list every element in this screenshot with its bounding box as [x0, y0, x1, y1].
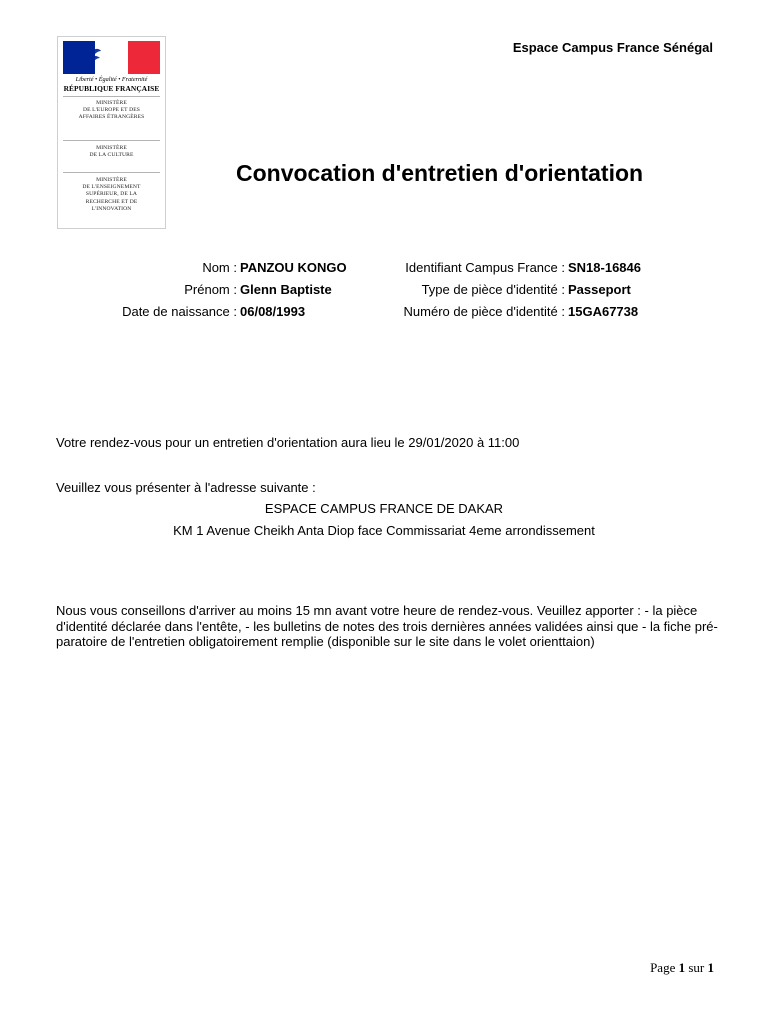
page-word: Page: [650, 960, 676, 975]
page-current: 1: [678, 960, 686, 975]
devise-text: Liberté • Égalité • Fraternité: [75, 76, 148, 83]
ministere-culture: [58, 145, 165, 159]
adresse-intro: Veuillez vous présenter à l'adresse suivante :: [56, 480, 316, 495]
ministere-line: L'INNOVATION: [91, 205, 132, 212]
logo-divider: [63, 172, 160, 173]
numero-piece-value: 15GA67738: [568, 304, 639, 319]
ministere-line: MINISTÈRE: [96, 177, 127, 183]
conseil-line: Nous vous conseillons d'arriver au moins 15 mn avant votre heure de rendez-vous. Veuillez apporter : - la pièce: [56, 603, 698, 618]
ministere-line: SUPÉRIEUR, DE LA: [85, 191, 138, 198]
conseil-line: paratoire de l'entretien obligatoirement remplie (disponible sur le site dans le volet orienttaion): [56, 634, 595, 649]
type-piece-label: Type de pièce d'identité :: [421, 282, 565, 297]
ministere-line: DE LA CULTURE: [89, 152, 134, 159]
logo-divider: [63, 96, 160, 97]
adresse-ligne: KM 1 Avenue Cheikh Anta Diop face Commissariat 4eme arrondissement: [173, 523, 595, 538]
page-number: [650, 960, 714, 976]
ministere-line: MINISTÈRE: [96, 100, 127, 106]
naissance-label: Date de naissance :: [122, 304, 237, 319]
identifiant-value: SN18-16846: [568, 260, 641, 275]
identifiant-label: Identifiant Campus France :: [405, 260, 565, 275]
organisation-name: Espace Campus France Sénégal: [512, 40, 713, 55]
prenom-value: Glenn Baptiste: [240, 282, 332, 297]
conseil-line: d'identité déclarée dans l'entête, - les bulletins de notes des trois dernières années validées ainsi que - la fiche pré-: [56, 618, 718, 634]
adresse-nom: ESPACE CAMPUS FRANCE DE DAKAR: [264, 501, 504, 516]
nom-value: PANZOU KONGO: [240, 260, 347, 275]
ministere-line: MINISTÈRE: [96, 145, 127, 151]
republique-francaise-logo: [57, 36, 166, 229]
logo-divider: [63, 140, 160, 141]
rendez-vous-text: Votre rendez-vous pour un entretien d'orientation aura lieu le 29/01/2020 à 11:00: [56, 435, 520, 450]
naissance-value: 06/08/1993: [240, 304, 306, 319]
page-title: Convocation d'entretien d'orientation: [236, 160, 644, 186]
prenom-label: Prénom :: [184, 282, 237, 297]
nom-label: Nom :: [202, 260, 237, 275]
ministere-affaires-etrangeres: [58, 100, 165, 122]
marianne-icon: [85, 41, 137, 74]
ministere-line: DE L'EUROPE ET DES: [83, 107, 140, 114]
republique-text: RÉPUBLIQUE FRANÇAISE: [63, 84, 160, 93]
page-total: 1: [707, 960, 714, 975]
marianne-profile: [95, 41, 127, 74]
ministere-line: RECHERCHE ET DE: [85, 198, 138, 205]
of-word: sur: [688, 960, 705, 975]
type-piece-value: Passeport: [568, 282, 631, 297]
numero-piece-label: Numéro de pièce d'identité :: [403, 304, 565, 319]
ministere-line: AFFAIRES ÉTRANGÈRES: [78, 114, 145, 121]
ministere-enseignement-superieur: [58, 177, 165, 213]
conseils-paragraph: [56, 603, 718, 650]
marianne-flag: [63, 41, 160, 74]
ministere-line: DE L'ENSEIGNEMENT: [82, 184, 141, 191]
